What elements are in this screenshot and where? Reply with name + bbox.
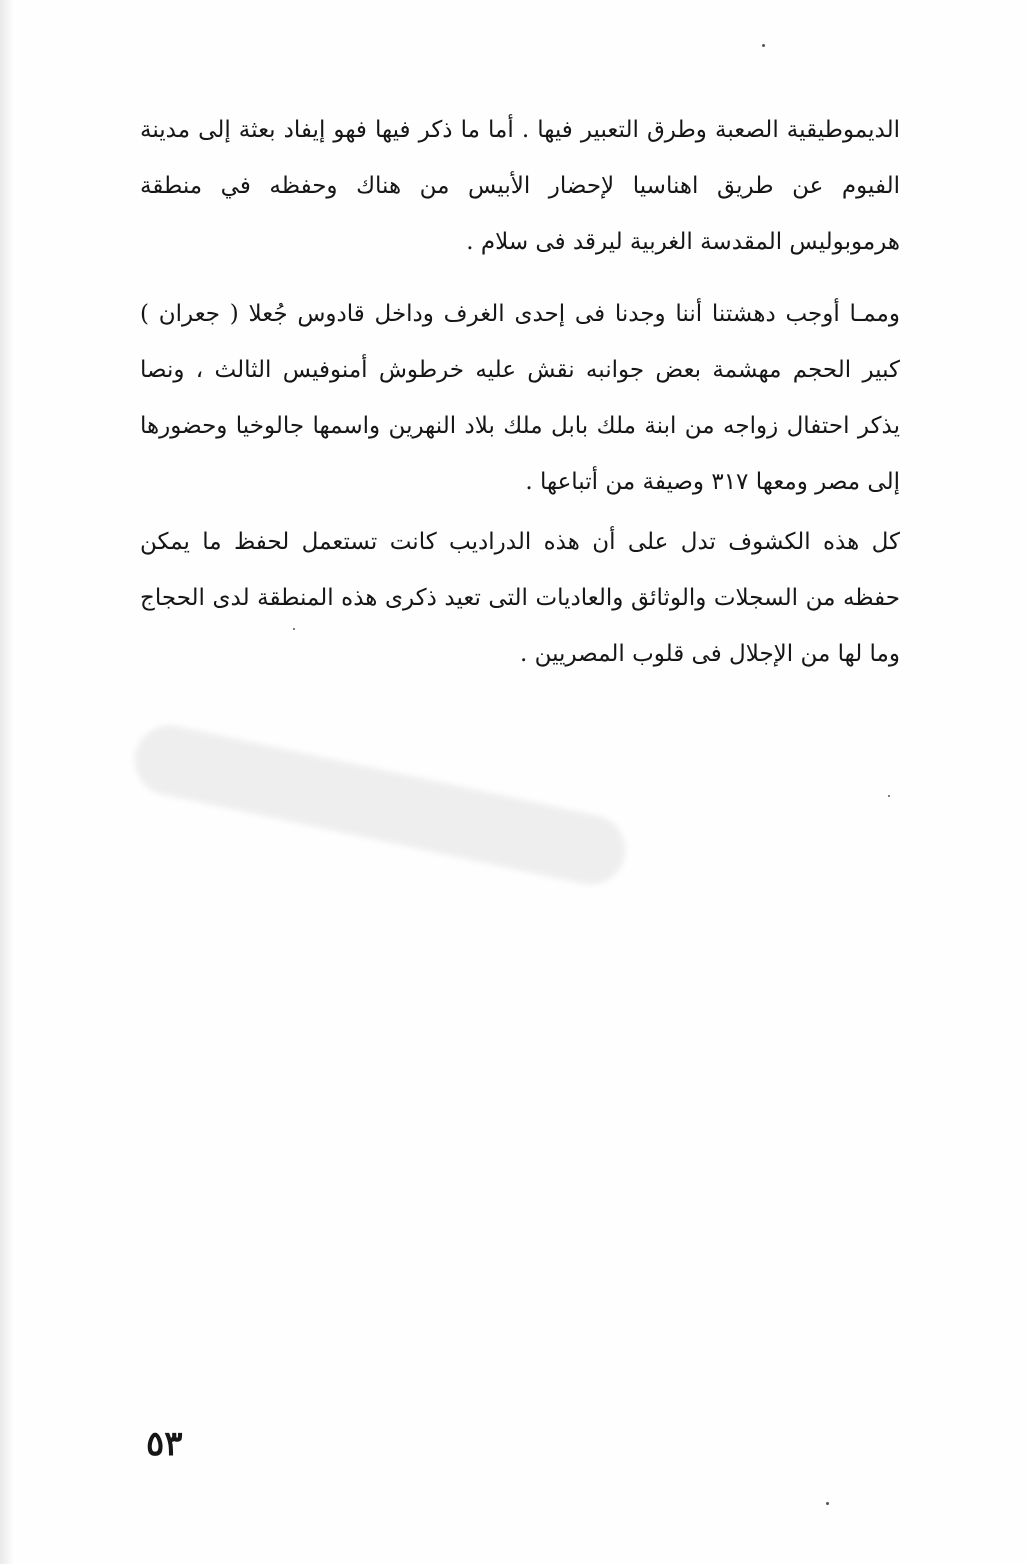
- paragraph-1: الديموطيقية الصعبة وطرق التعبير فيها . أما ما ذكر فيها فهو إيفاد بعثة إلى مدينة الفيوم عن طريق اهناسيا لإحضار الأبيس من هناك وحفظه في منطقة هرموبوليس المقدسة الغربية ليرقد فى سلام .: [140, 117, 900, 255]
- scan-speck: [888, 795, 890, 797]
- scan-speck: [762, 44, 765, 47]
- scan-speck: [826, 1502, 829, 1505]
- page-edge-shadow: [0, 0, 14, 1564]
- paragraph-2: وممـا أوجب دهشتنا أننا وجدنا فى إحدى الغرف وداخل قادوس جُعلا ( جعران ) كبير الحجم مهشمة بعض جوانبه نقش عليه خرطوش أمنوفيس الثالث ، ونصا يذكر احتفال زواجه من ابنة ملك بابل ملك بلاد النهرين واسمها جالوخيا وحضورها إلى مصر ومعها ٣١٧ وصيفة من أتباعها .: [140, 301, 900, 495]
- scan-smudge: [128, 719, 632, 891]
- scan-speck: [293, 628, 295, 630]
- page-number: ٥٣: [146, 1424, 183, 1464]
- paragraph-3: كل هذه الكشوف تدل على أن هذه الدراديب كانت تستعمل لحفظ ما يمكن حفظه من السجلات والوثائق والعاديات التى تعيد ذكرى هذه المنطقة لدى الحجاج وما لها من الإجلال فى قلوب المصريين .: [140, 529, 900, 667]
